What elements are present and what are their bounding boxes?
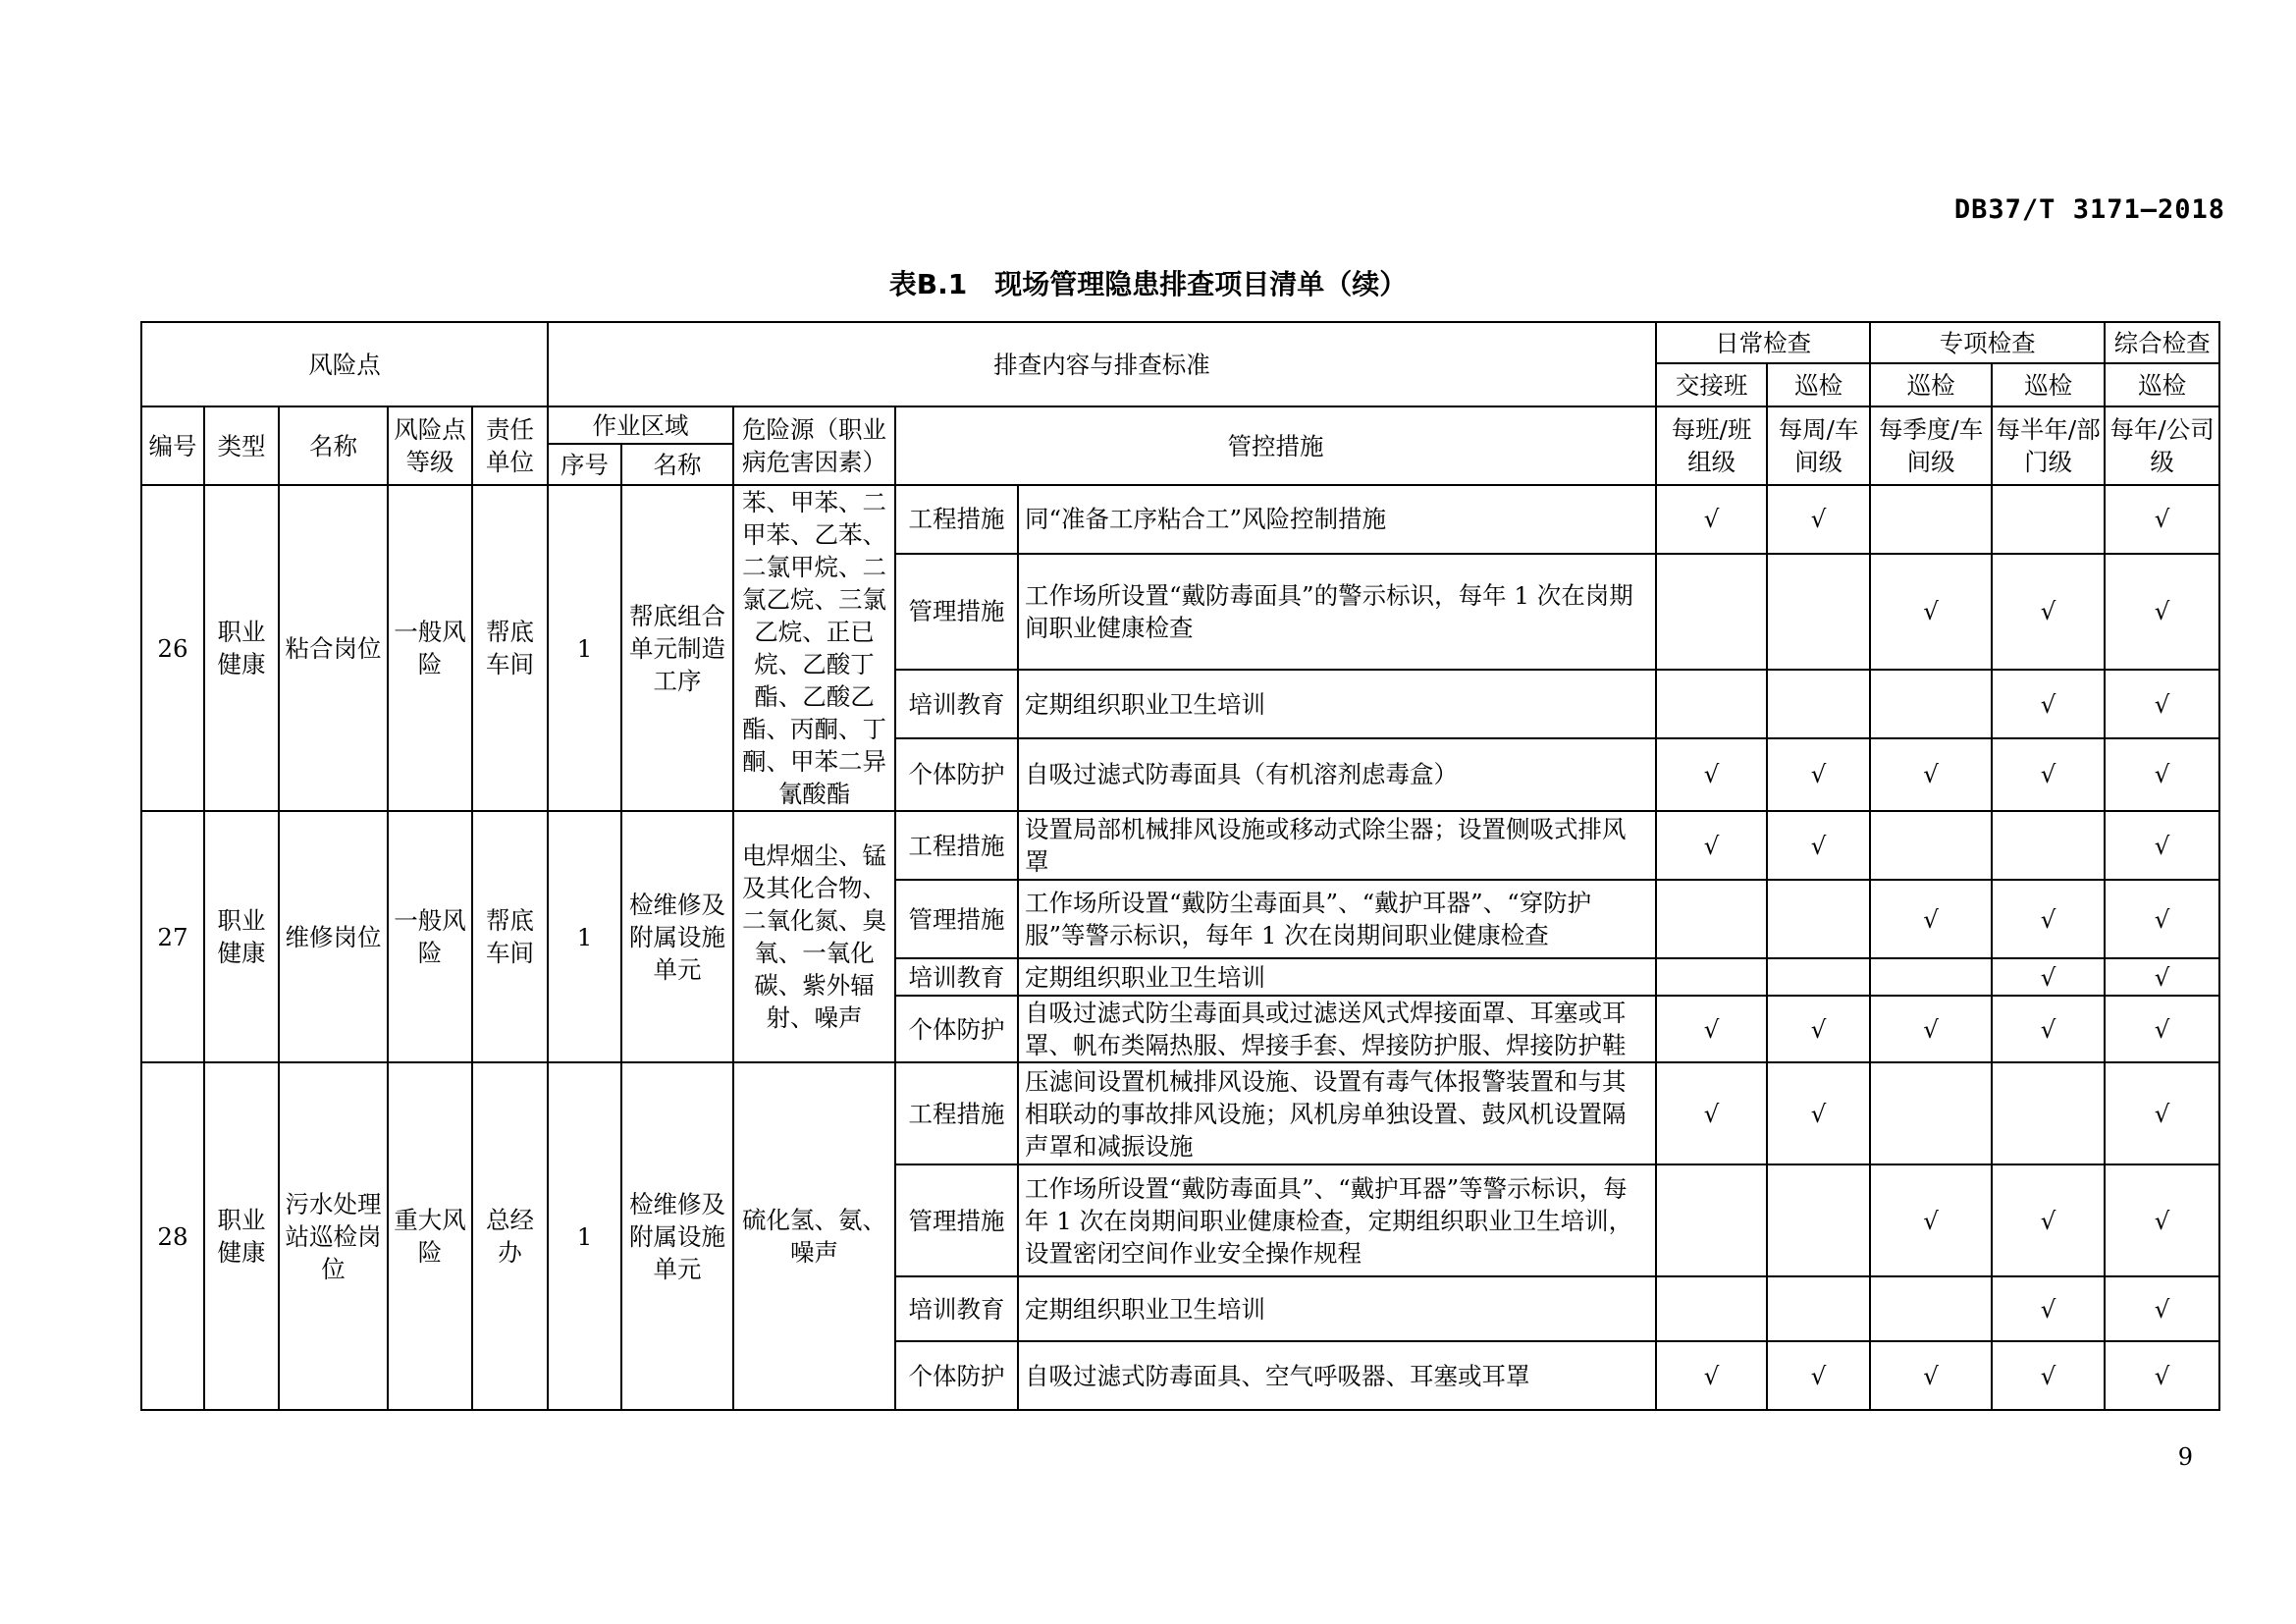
check-cell: √: [2105, 554, 2219, 670]
measure-text: 工作场所设置“戴防毒面具”、“戴护耳器”等警示标识，每年 1 次在岗期间职业健康检查，定期组织职业卫生培训，设置密闭空间作业安全操作规程: [1018, 1164, 1656, 1276]
check-cell: [1992, 811, 2105, 880]
measure-category: 管理措施: [895, 880, 1018, 958]
header-daily-check: 日常检查: [1656, 322, 1870, 363]
measure-text: 压滤间设置机械排风设施、设置有毒气体报警装置和与其相联动的事故排风设施；风机房单独设置、鼓风机设置隔声罩和减振设施: [1018, 1062, 1656, 1164]
measure-text: 自吸过滤式防毒面具（有机溶剂虑毒盒）: [1018, 738, 1656, 811]
header-special-check: 专项检查: [1870, 322, 2105, 363]
check-cell: √: [2105, 996, 2219, 1062]
measure-text: 工作场所设置“戴防尘毒面具”、“戴护耳器”、“穿防护服”等警示标识，每年 1 次在岗期间职业健康检查: [1018, 880, 1656, 958]
check-cell: √: [1656, 485, 1767, 554]
check-cell: √: [1992, 1276, 2105, 1341]
check-cell: [1767, 880, 1870, 958]
table-row: [141, 1062, 2219, 1164]
measure-category: 管理措施: [895, 1164, 1018, 1276]
work-area-name: 帮底组合单元制造工序: [621, 485, 733, 811]
header-name: 名称: [279, 406, 388, 485]
check-cell: [1767, 1164, 1870, 1276]
measure-category: 工程措施: [895, 811, 1018, 880]
check-cell: [1870, 1276, 1992, 1341]
header-patrol: 巡检: [2105, 363, 2219, 406]
check-cell: √: [1992, 996, 2105, 1062]
header-area-name: 名称: [621, 444, 733, 485]
header-risk-level: 风险点等级: [388, 406, 472, 485]
check-cell: √: [1992, 1164, 2105, 1276]
measure-text: 定期组织职业卫生培训: [1018, 670, 1656, 738]
check-cell: √: [1870, 996, 1992, 1062]
page-number: 9: [2177, 1443, 2193, 1471]
header-freq-year: 每年/公司级: [2105, 406, 2219, 485]
check-cell: [1656, 1164, 1767, 1276]
measure-text: 定期组织职业卫生培训: [1018, 958, 1656, 996]
measure-text: 自吸过滤式防尘毒面具或过滤送风式焊接面罩、耳塞或耳罩、帆布类隔热服、焊接手套、焊接防护服、焊接防护鞋: [1018, 996, 1656, 1062]
check-cell: √: [1992, 554, 2105, 670]
check-cell: √: [1656, 811, 1767, 880]
check-cell: [1992, 485, 2105, 554]
measure-text: 自吸过滤式防毒面具、空气呼吸器、耳塞或耳罩: [1018, 1341, 1656, 1410]
header-responsible-unit: 责任单位: [472, 406, 548, 485]
check-cell: √: [1992, 880, 2105, 958]
check-cell: [1656, 958, 1767, 996]
check-cell: [1767, 958, 1870, 996]
check-cell: [1656, 554, 1767, 670]
risk-point-name: 维修岗位: [279, 811, 388, 1062]
check-cell: [1656, 1276, 1767, 1341]
header-risk-point: 风险点: [141, 322, 548, 406]
header-freq-halfyear: 每半年/部门级: [1992, 406, 2105, 485]
risk-type: 职业健康: [204, 485, 279, 811]
risk-point-no: 27: [141, 811, 204, 1062]
header-no: 编号: [141, 406, 204, 485]
header-shift: 交接班: [1656, 363, 1767, 406]
check-cell: √: [2105, 811, 2219, 880]
header-freq-quarter: 每季度/车间级: [1870, 406, 1992, 485]
work-area-name: 检维修及附属设施单元: [621, 811, 733, 1062]
measure-text: 定期组织职业卫生培训: [1018, 1276, 1656, 1341]
hazard-source: 苯、甲苯、二甲苯、乙苯、二氯甲烷、二氯乙烷、三氯乙烷、正已烷、乙酸丁酯、乙酸乙酯、丙酮、丁酮、甲苯二异氰酸酯: [733, 485, 895, 811]
check-cell: √: [2105, 1341, 2219, 1410]
measure-category: 培训教育: [895, 670, 1018, 738]
check-cell: √: [1992, 1341, 2105, 1410]
header-seq: 序号: [548, 444, 621, 485]
table-row: [141, 811, 2219, 880]
table-row: [141, 485, 2219, 554]
measure-category: 工程措施: [895, 485, 1018, 554]
check-cell: √: [1992, 670, 2105, 738]
measure-text: 工作场所设置“戴防毒面具”的警示标识，每年 1 次在岗期间职业健康检查: [1018, 554, 1656, 670]
area-seq: 1: [548, 1062, 621, 1410]
risk-level: 一般风险: [388, 485, 472, 811]
check-cell: √: [1656, 1341, 1767, 1410]
check-cell: √: [1870, 1164, 1992, 1276]
work-area-name: 检维修及附属设施单元: [621, 1062, 733, 1410]
header-comprehensive-check: 综合检查: [2105, 322, 2219, 363]
header-content: 排查内容与排查标准: [548, 322, 1656, 406]
measure-category: 个体防护: [895, 1341, 1018, 1410]
measure-text: 同“准备工序粘合工”风险控制措施: [1018, 485, 1656, 554]
measure-category: 培训教育: [895, 958, 1018, 996]
risk-point-no: 26: [141, 485, 204, 811]
check-cell: √: [1992, 958, 2105, 996]
check-cell: √: [1767, 996, 1870, 1062]
check-cell: √: [1870, 880, 1992, 958]
risk-type: 职业健康: [204, 1062, 279, 1410]
header-hazard: 危险源（职业病危害因素）: [733, 406, 895, 485]
check-cell: [1870, 811, 1992, 880]
check-cell: [1656, 880, 1767, 958]
responsible-unit: 帮底车间: [472, 811, 548, 1062]
check-cell: √: [1767, 811, 1870, 880]
header-type: 类型: [204, 406, 279, 485]
check-cell: [1870, 1062, 1992, 1164]
area-seq: 1: [548, 811, 621, 1062]
table-title: 表B.1 现场管理隐患排查项目清单（续）: [888, 268, 1408, 300]
check-cell: [1767, 670, 1870, 738]
check-cell: √: [1656, 1062, 1767, 1164]
risk-level: 一般风险: [388, 811, 472, 1062]
measure-text: 设置局部机械排风设施或移动式除尘器；设置侧吸式排风罩: [1018, 811, 1656, 880]
check-cell: √: [1767, 1062, 1870, 1164]
header-freq-shift: 每班/班组级: [1656, 406, 1767, 485]
risk-type: 职业健康: [204, 811, 279, 1062]
header-patrol: 巡检: [1767, 363, 1870, 406]
risk-level: 重大风险: [388, 1062, 472, 1410]
check-cell: √: [1870, 738, 1992, 811]
risk-point-name: 粘合岗位: [279, 485, 388, 811]
check-cell: √: [2105, 1164, 2219, 1276]
header-patrol: 巡检: [1870, 363, 1992, 406]
check-cell: √: [1656, 996, 1767, 1062]
check-cell: [1870, 485, 1992, 554]
check-cell: √: [1767, 738, 1870, 811]
hazard-source: 硫化氢、氨、噪声: [733, 1062, 895, 1410]
check-cell: √: [1870, 554, 1992, 670]
check-cell: √: [2105, 738, 2219, 811]
check-cell: [1656, 670, 1767, 738]
check-cell: [1870, 670, 1992, 738]
check-cell: √: [1656, 738, 1767, 811]
check-cell: √: [2105, 1276, 2219, 1341]
check-cell: √: [2105, 958, 2219, 996]
area-seq: 1: [548, 485, 621, 811]
check-cell: √: [2105, 485, 2219, 554]
check-cell: [1992, 1062, 2105, 1164]
measure-category: 工程措施: [895, 1062, 1018, 1164]
responsible-unit: 总经办: [472, 1062, 548, 1410]
measure-category: 培训教育: [895, 1276, 1018, 1341]
measure-category: 个体防护: [895, 738, 1018, 811]
header-control-measures: 管控措施: [895, 406, 1656, 485]
check-cell: √: [2105, 880, 2219, 958]
check-cell: [1767, 1276, 1870, 1341]
risk-point-name: 污水处理站巡检岗位: [279, 1062, 388, 1410]
check-cell: [1767, 554, 1870, 670]
header-patrol: 巡检: [1992, 363, 2105, 406]
check-cell: √: [2105, 670, 2219, 738]
risk-point-no: 28: [141, 1062, 204, 1410]
inspection-table: [140, 321, 2220, 1411]
measure-category: 个体防护: [895, 996, 1018, 1062]
standard-number: DB37/T 3171—2018: [1953, 194, 2225, 225]
measure-category: 管理措施: [895, 554, 1018, 670]
check-cell: √: [1992, 738, 2105, 811]
hazard-source: 电焊烟尘、锰及其化合物、二氧化氮、臭氧、一氧化碳、紫外辐射、噪声: [733, 811, 895, 1062]
check-cell: √: [1870, 1341, 1992, 1410]
header-work-area: 作业区域: [548, 406, 733, 444]
check-cell: √: [1767, 485, 1870, 554]
check-cell: √: [2105, 1062, 2219, 1164]
responsible-unit: 帮底车间: [472, 485, 548, 811]
check-cell: √: [1767, 1341, 1870, 1410]
header-freq-week: 每周/车间级: [1767, 406, 1870, 485]
check-cell: [1870, 958, 1992, 996]
